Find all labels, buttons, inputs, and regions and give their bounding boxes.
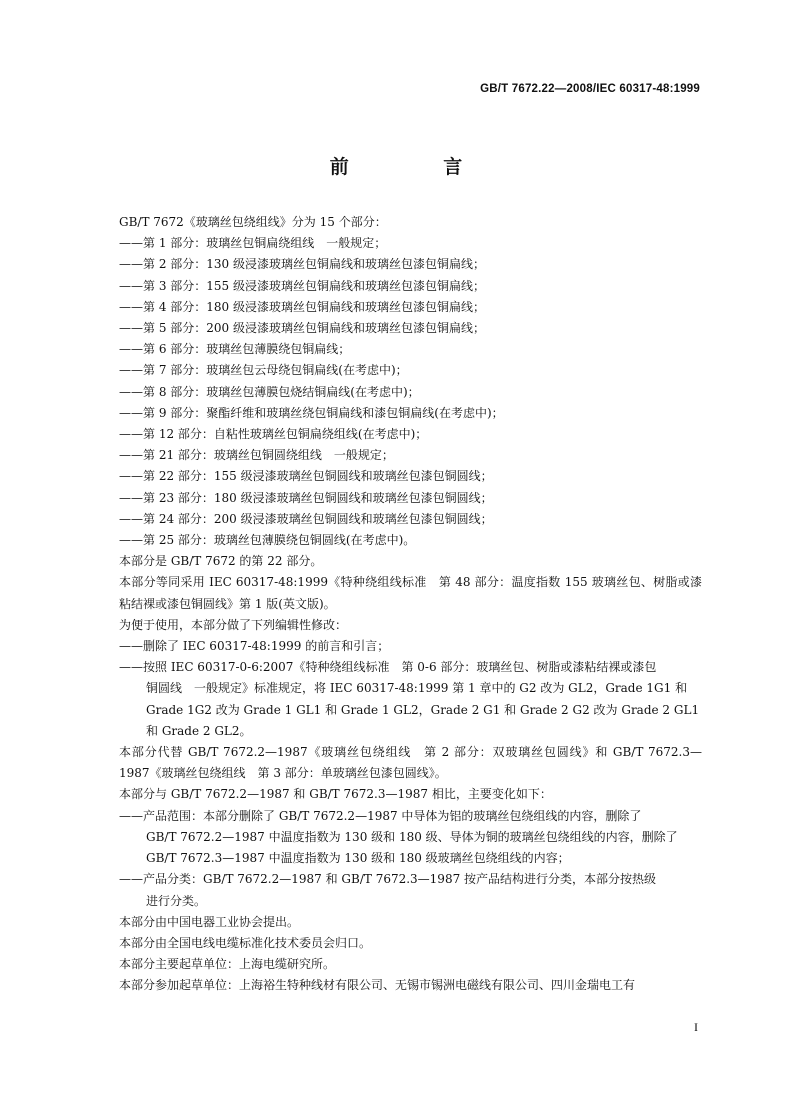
proposed-by-paragraph: 本部分由中国电器工业协会提出。 [119, 914, 300, 929]
editorial-item-2-lead: ——按照 IEC 60317-0-6:2007《特种绕组线标准 第 0-6 部分：玻璃丝包、树脂或漆粘结裸或漆包 [119, 660, 657, 675]
editorial-item-1: ——删除了 IEC 60317-48:1999 的前言和引言； [119, 639, 390, 654]
main-drafter-paragraph: 本部分主要起草单位：上海电缆研究所。 [119, 957, 336, 972]
part-item: ——第 24 部分：200 级浸漆玻璃丝包铜圆线和玻璃丝包漆包铜圆线； [119, 511, 493, 526]
part-item: ——第 9 部分：聚酯纤维和玻璃丝绕包铜扁线和漆包铜扁线(在考虑中)； [119, 405, 504, 420]
replaces-paragraph: 本部分代替 GB/T 7672.2—1987《玻璃丝包绕组线 第 2 部分：双玻璃丝包圆线》和 GB/T 7672.3—1987《玻璃丝包绕组线 第 3 部分：单玻璃丝包漆包圆线》。 [119, 745, 702, 781]
part-item: ——第 1 部分：玻璃丝包铜扁绕组线 一般规定； [119, 236, 387, 251]
change-item-1-lead: ——产品范围：本部分删除了 GB/T 7672.2—1987 中导体为铝的玻璃丝包绕组线的内容，删除了 [119, 808, 642, 823]
intro-paragraph: GB/T 7672《玻璃丝包绕组线》分为 15 个部分： [119, 215, 387, 229]
editorial-item-2-rest: 铜圆线 一般规定》标准规定，将 IEC 60317-48:1999 第 1 章中的 G2 改为 GL2，Grade 1G1 和 Grade 1G2 改为 Grade 1 GL1 和 Grade 1 GL2，Grade 2 G1 和 Grade 2 G2 改为 Grade 2 GL1 和 Grade 2 GL2。 [146, 681, 700, 738]
foreword-body [90, 212, 702, 997]
changes-intro-paragraph: 本部分与 GB/T 7672.2—1987 和 GB/T 7672.3—1987 相比，主要变化如下： [119, 787, 552, 802]
part-item: ——第 4 部分：180 级浸漆玻璃丝包铜扁线和玻璃丝包漆包铜扁线； [119, 299, 485, 314]
page-number: I [694, 1020, 698, 1034]
part-item: ——第 8 部分：玻璃丝包薄膜包烧结铜扁线(在考虑中)； [119, 384, 420, 399]
part-item: ——第 23 部分：180 级浸漆玻璃丝包铜圆线和玻璃丝包漆包铜圆线； [119, 490, 493, 505]
part-item: ——第 5 部分：200 级浸漆玻璃丝包铜扁线和玻璃丝包漆包铜扁线； [119, 321, 485, 336]
part-item: ——第 25 部分：玻璃丝包薄膜绕包铜圆线(在考虑中)。 [119, 533, 416, 548]
change-item-2-rest: 进行分类。 [146, 893, 207, 908]
part-item: ——第 22 部分：155 级浸漆玻璃丝包铜圆线和玻璃丝包漆包铜圆线； [119, 469, 493, 484]
part-item: ——第 2 部分：130 级浸漆玻璃丝包铜扁线和玻璃丝包漆包铜扁线； [119, 257, 485, 272]
change-item-1-rest: GB/T 7672.2—1987 中温度指数为 130 级和 180 级、导体为铜的玻璃丝包绕组线的内容，删除了 GB/T 7672.3—1987 中温度指数为 130 级和 180 级玻璃丝包绕组线的内容； [146, 829, 678, 866]
centralized-by-paragraph: 本部分由全国电线电缆标准化技术委员会归口。 [119, 935, 372, 950]
part-item: ——第 7 部分：玻璃丝包云母绕包铜扁线(在考虑中)； [119, 363, 408, 378]
equivalent-paragraph: 本部分等同采用 IEC 60317-48:1999《特种绕组线标准 第 48 部分：温度指数 155 玻璃丝包、树脂或漆粘结裸或漆包铜圆线》第 1 版(英文版)。 [119, 575, 702, 611]
part-of-paragraph: 本部分是 GB/T 7672 的第 22 部分。 [119, 554, 323, 569]
part-item: ——第 12 部分：自粘性玻璃丝包铜扁绕组线(在考虑中)； [119, 427, 428, 442]
part-item: ——第 21 部分：玻璃丝包铜圆绕组线 一般规定； [119, 448, 394, 463]
participants-paragraph: 本部分参加起草单位：上海裕生特种线材有限公司、无锡市锡洲电磁线有限公司、四川金瑞电工有 [119, 978, 636, 993]
part-item: ——第 3 部分：155 级浸漆玻璃丝包铜扁线和玻璃丝包漆包铜扁线； [119, 278, 485, 293]
page-title: 前 言 [329, 156, 507, 178]
part-item: ——第 6 部分：玻璃丝包薄膜绕包铜扁线； [119, 342, 351, 357]
change-item-2-lead: ——产品分类：GB/T 7672.2—1987 和 GB/T 7672.3—1987 按产品结构进行分类，本部分按热级 [119, 872, 657, 887]
standard-code-header: GB/T 7672.22—2008/IEC 60317-48:1999 [480, 83, 700, 95]
editorial-intro-paragraph: 为便于使用，本部分做了下列编辑性修改： [119, 617, 348, 632]
